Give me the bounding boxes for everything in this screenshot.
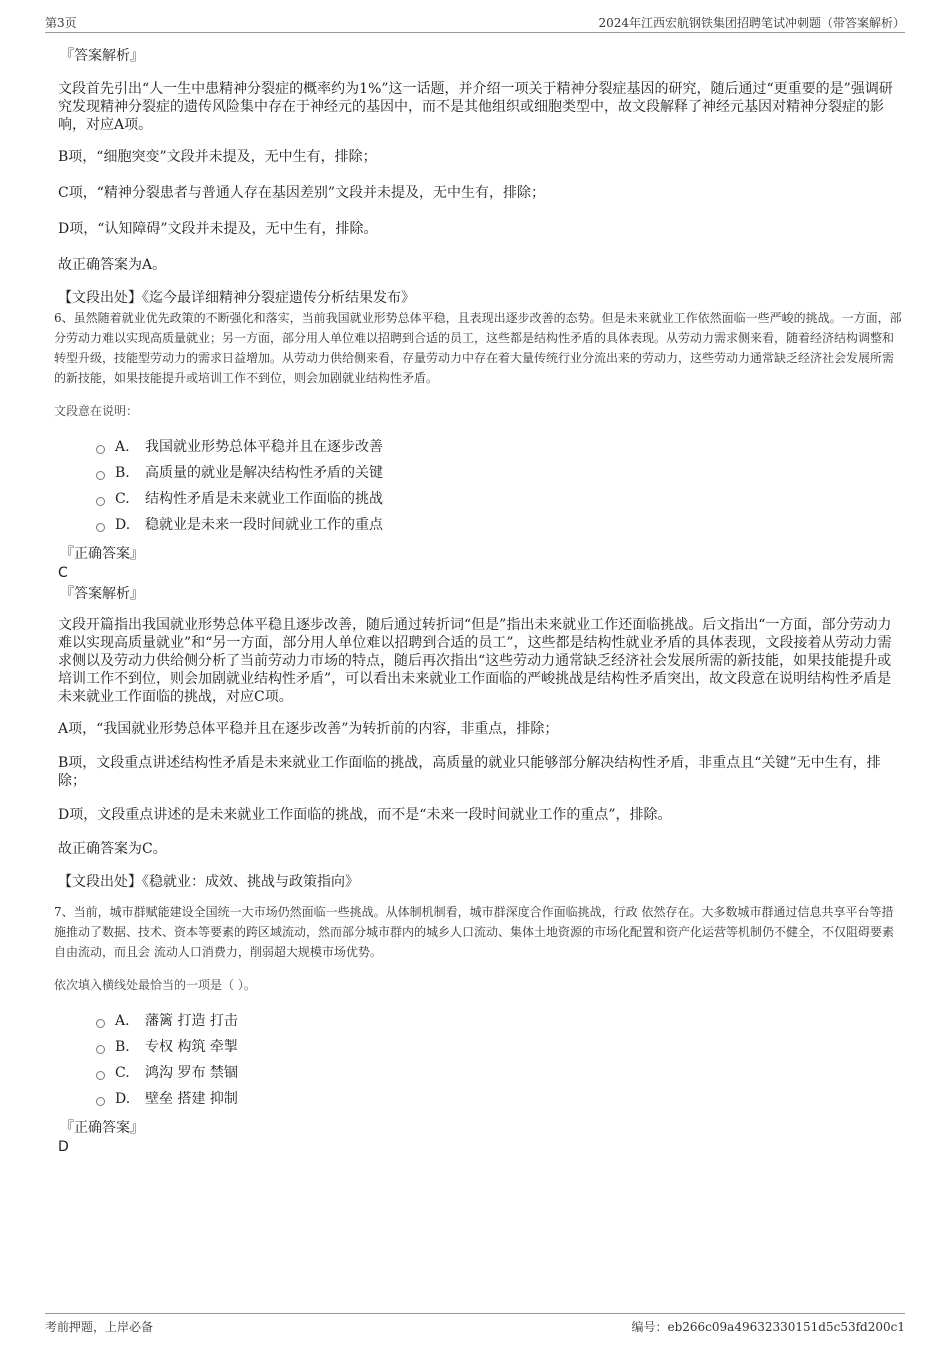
page-footer (45, 1313, 905, 1336)
option-d[interactable] (96, 1086, 905, 1112)
option-text: 藩篱 打造 打击 (145, 1013, 238, 1029)
option-letter: C. (115, 1065, 130, 1081)
source-citation: 【文段出处】《迄今最详细精神分裂症遗传分析结果发布》 (58, 290, 415, 306)
correct-answer-label: 『正确答案』 (60, 1120, 144, 1136)
page-number: 第3页 (45, 16, 77, 30)
analysis-text: 文段首先引出“人一生中患精神分裂症的概率约为1%”这一话题，并介绍一项关于精神分裂症基因的研究，随后通过“更重要的是”强调研究发现精神分裂症的遗传风险集中存在于神经元的基因中，而不是其他组织或细胞类型中，故文段解释了神经元基因对精神分裂症的影响，对应A项。 (58, 81, 893, 133)
question-prompt: 文段意在说明： (54, 404, 139, 418)
radio-button-icon[interactable] (96, 1045, 105, 1054)
option-b[interactable] (96, 1034, 905, 1060)
question-7 (56, 902, 905, 1156)
answer-options (96, 434, 905, 538)
question-6 (56, 308, 905, 892)
option-letter: B. (115, 1039, 130, 1055)
analysis-label: 『答案解析』 (60, 586, 144, 602)
option-letter: C. (115, 491, 130, 507)
analysis-item: C项，“精神分裂患者与普通人存在基因差别”文段并未提及，无中生有，排除； (58, 185, 546, 201)
question-prompt: 依次填入横线处最恰当的一项是（ ）。 (54, 978, 256, 992)
correct-answer: C (58, 565, 68, 581)
answer-options (96, 1008, 905, 1112)
radio-button-icon[interactable] (96, 1071, 105, 1080)
question-5-analysis-section (56, 46, 905, 308)
option-a[interactable] (96, 1008, 905, 1034)
footer-slogan: 考前押题，上岸必备 (45, 1320, 154, 1334)
option-text: 结构性矛盾是未来就业工作面临的挑战 (145, 491, 383, 507)
analysis-label: 『答案解析』 (60, 48, 144, 64)
option-a[interactable] (96, 434, 905, 460)
page-header (45, 14, 905, 33)
radio-button-icon[interactable] (96, 471, 105, 480)
option-letter: D. (115, 1091, 131, 1107)
option-b[interactable] (96, 460, 905, 486)
option-letter: A. (115, 439, 130, 455)
option-text: 我国就业形势总体平稳并且在逐步改善 (145, 439, 383, 455)
document-content (56, 44, 905, 1156)
radio-button-icon[interactable] (96, 523, 105, 532)
option-d[interactable] (96, 512, 905, 538)
option-letter: B. (115, 465, 130, 481)
radio-button-icon[interactable] (96, 445, 105, 454)
question-text: 7、当前，城市群赋能建设全国统一大市场仍然面临一些挑战。从体制机制看，城市群深度合作面临挑战，行政 依然存在。大多数城市群通过信息共享平台等措施推动了数据、技术、资本等要素的跨区域流动，然而部分城市群内的城乡人口流动、集体土地资源的市场化配置和资产化运营等机制仍不健全，不仅阻碍要素自由流动，而且会 流动人口消费力，削弱超大规模市场优势。 (54, 905, 895, 959)
question-text: 6、虽然随着就业优先政策的不断强化和落实，当前我国就业形势总体平稳，且表现出逐步改善的态势。但是未来就业工作依然面临一些严峻的挑战。一方面，部分劳动力难以实现高质量就业；另一方面，部分用人单位难以招聘到合适的员工，这些都是结构性矛盾的具体表现。从劳动力需求侧来看，随着经济结构调整和转型升级，技能型劳动力的需求日益增加。从劳动力供给侧来看，存量劳动力中存在着大量传统行业分流出来的劳动力，这些劳动力通常缺乏经济社会发展所需的新技能，如果技能提升或培训工作不到位，则会加剧就业结构性矛盾。 (54, 311, 902, 385)
final-answer-line: 故正确答案为C。 (58, 841, 167, 857)
option-letter: A. (115, 1013, 130, 1029)
analysis-item: A项，“我国就业形势总体平稳并且在逐步改善”为转折前的内容，非重点，排除； (58, 721, 559, 737)
option-text: 高质量的就业是解决结构性矛盾的关键 (145, 465, 383, 481)
correct-answer-label: 『正确答案』 (60, 546, 144, 562)
option-text: 鸿沟 罗布 禁锢 (145, 1065, 238, 1081)
radio-button-icon[interactable] (96, 497, 105, 506)
radio-button-icon[interactable] (96, 1019, 105, 1028)
option-c[interactable] (96, 486, 905, 512)
option-text: 壁垒 搭建 抑制 (145, 1091, 238, 1107)
analysis-item: D项，“认知障碍”文段并未提及，无中生有，排除。 (58, 221, 378, 237)
final-answer-line: 故正确答案为A。 (58, 257, 167, 273)
option-text: 稳就业是未来一段时间就业工作的重点 (145, 517, 383, 533)
document-id: 编号：eb266c09a49632330151d5c53fd200c1 (631, 1320, 905, 1334)
option-text: 专权 构筑 牵掣 (145, 1039, 238, 1055)
analysis-text: 文段开篇指出我国就业形势总体平稳且逐步改善，随后通过转折词“但是”指出未来就业工作还面临挑战。后文指出“一方面，部分劳动力难以实现高质量就业”和“另一方面，部分用人单位难以招聘到合适的员工”，这些都是结构性就业矛盾的具体表现，文段接着从劳动力需求侧以及劳动力供给侧分析了当前劳动力市场的特点，随后再次指出“这些劳动力通常缺乏经济社会发展所需的新技能，如果技能提升或培训工作不到位，则会加剧就业结构性矛盾”，可以看出未来就业工作面临的严峻挑战是结构性矛盾突出，故文段意在说明结构性矛盾是未来就业工作面临的挑战，对应C项。 (58, 617, 892, 705)
correct-answer: D (58, 1139, 69, 1155)
radio-button-icon[interactable] (96, 1097, 105, 1106)
document-title: 2024年江西宏航钢铁集团招聘笔试冲刺题（带答案解析） (598, 16, 905, 30)
source-citation: 【文段出处】《稳就业：成效、挑战与政策指向》 (58, 874, 359, 890)
analysis-item: D项，文段重点讲述的是未来就业工作面临的挑战，而不是“未来一段时间就业工作的重点”，排除。 (58, 807, 672, 823)
analysis-item: B项，“细胞突变”文段并未提及，无中生有，排除； (58, 149, 377, 165)
option-c[interactable] (96, 1060, 905, 1086)
option-letter: D. (115, 517, 131, 533)
analysis-item: B项，文段重点讲述结构性矛盾是未来就业工作面临的挑战，高质量的就业只能够部分解决结构性矛盾，非重点且“关键”无中生有，排除； (58, 755, 881, 789)
